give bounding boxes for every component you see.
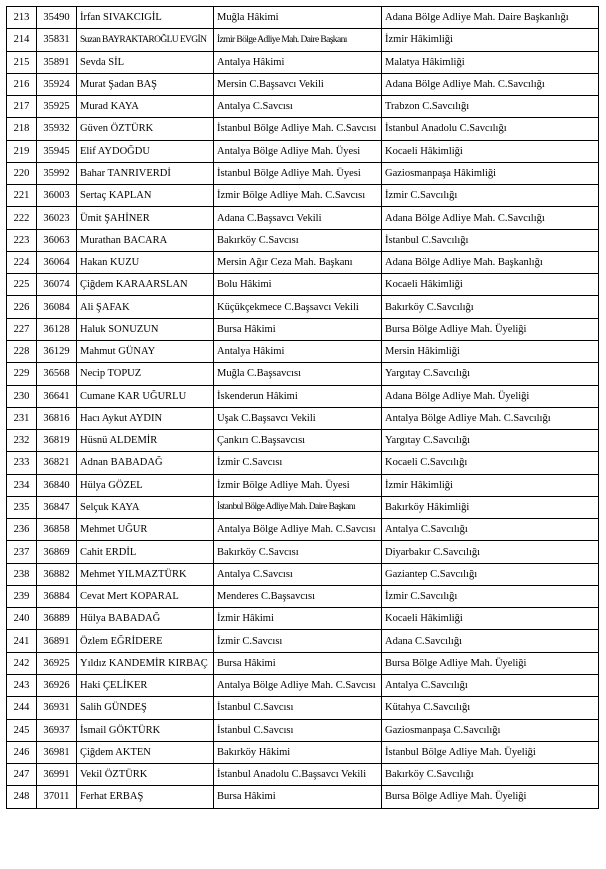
- table-row: [7, 51, 599, 73]
- row-number-cell: 240: [7, 608, 37, 630]
- registry-number-cell: 36074: [37, 274, 77, 296]
- person-name-cell: Yıldız KANDEMİR KIRBAÇ: [77, 652, 214, 674]
- row-number-cell: 235: [7, 496, 37, 518]
- person-name-cell: Elif AYDOĞDU: [77, 140, 214, 162]
- new-position-cell: Yargıtay C.Savcılığı: [382, 430, 599, 452]
- person-name-cell: Ferhat ERBAŞ: [77, 786, 214, 808]
- new-position-cell: İzmir C.Savcılığı: [382, 185, 599, 207]
- appointment-table-body: [7, 7, 599, 809]
- person-name-cell: Cevat Mert KOPARAL: [77, 585, 214, 607]
- current-position-cell: İstanbul C.Savcısı: [214, 719, 382, 741]
- table-row: [7, 207, 599, 229]
- person-name-cell: İsmail GÖKTÜRK: [77, 719, 214, 741]
- table-row: [7, 719, 599, 741]
- new-position-cell: Adana Bölge Adliye Mah. Üyeliği: [382, 385, 599, 407]
- new-position-cell: Trabzon C.Savcılığı: [382, 96, 599, 118]
- current-position-cell: İstanbul C.Savcısı: [214, 697, 382, 719]
- table-row: [7, 585, 599, 607]
- new-position-cell: Gaziosmanpaşa C.Savcılığı: [382, 719, 599, 741]
- table-row: [7, 474, 599, 496]
- row-number-cell: 245: [7, 719, 37, 741]
- registry-number-cell: 36821: [37, 452, 77, 474]
- registry-number-cell: 36819: [37, 430, 77, 452]
- new-position-cell: Bakırköy C.Savcılığı: [382, 764, 599, 786]
- registry-number-cell: 36869: [37, 541, 77, 563]
- row-number-cell: 239: [7, 585, 37, 607]
- current-position-cell: İstanbul Anadolu C.Başsavcı Vekili: [214, 764, 382, 786]
- table-row: [7, 340, 599, 362]
- person-name-cell: Sevda SİL: [77, 51, 214, 73]
- table-row: [7, 274, 599, 296]
- row-number-cell: 220: [7, 162, 37, 184]
- registry-number-cell: 36084: [37, 296, 77, 318]
- table-row: [7, 407, 599, 429]
- registry-number-cell: 36568: [37, 363, 77, 385]
- current-position-cell: Antalya Hâkimi: [214, 340, 382, 362]
- new-position-cell: Bakırköy Hâkimliği: [382, 496, 599, 518]
- table-row: [7, 363, 599, 385]
- table-row: [7, 452, 599, 474]
- current-position-cell: Bolu Hâkimi: [214, 274, 382, 296]
- current-position-cell: İstanbul Bölge Adliye Mah. Üyesi: [214, 162, 382, 184]
- person-name-cell: Çiğdem AKTEN: [77, 741, 214, 763]
- new-position-cell: Malatya Hâkimliği: [382, 51, 599, 73]
- new-position-cell: Adana Bölge Adliye Mah. C.Savcılığı: [382, 207, 599, 229]
- registry-number-cell: 35831: [37, 29, 77, 51]
- person-name-cell: Adnan BABADAĞ: [77, 452, 214, 474]
- registry-number-cell: 36023: [37, 207, 77, 229]
- registry-number-cell: 36840: [37, 474, 77, 496]
- current-position-cell: Antalya Bölge Adliye Mah. Üyesi: [214, 140, 382, 162]
- registry-number-cell: 36858: [37, 519, 77, 541]
- new-position-cell: Antalya C.Savcılığı: [382, 674, 599, 696]
- table-row: [7, 764, 599, 786]
- table-row: [7, 541, 599, 563]
- table-row: [7, 630, 599, 652]
- row-number-cell: 215: [7, 51, 37, 73]
- registry-number-cell: 36641: [37, 385, 77, 407]
- table-row: [7, 674, 599, 696]
- person-name-cell: Suzan BAYRAKTAROĞLU EVGİN: [77, 29, 214, 51]
- row-number-cell: 221: [7, 185, 37, 207]
- registry-number-cell: 36891: [37, 630, 77, 652]
- new-position-cell: İzmir C.Savcılığı: [382, 585, 599, 607]
- row-number-cell: 236: [7, 519, 37, 541]
- new-position-cell: Kütahya C.Savcılığı: [382, 697, 599, 719]
- row-number-cell: 216: [7, 73, 37, 95]
- new-position-cell: Adana Bölge Adliye Mah. C.Savcılığı: [382, 73, 599, 95]
- current-position-cell: Bursa Hâkimi: [214, 786, 382, 808]
- person-name-cell: Hüsnü ALDEMİR: [77, 430, 214, 452]
- current-position-cell: İstanbul Bölge Adliye Mah. Daire Başkanı: [214, 496, 382, 518]
- person-name-cell: İrfan SIVAKCIGİL: [77, 7, 214, 29]
- person-name-cell: Cumane KAR UĞURLU: [77, 385, 214, 407]
- current-position-cell: İzmir Hâkimi: [214, 608, 382, 630]
- row-number-cell: 246: [7, 741, 37, 763]
- registry-number-cell: 37011: [37, 786, 77, 808]
- table-row: [7, 652, 599, 674]
- person-name-cell: Hülya GÖZEL: [77, 474, 214, 496]
- appointment-table: [6, 6, 599, 809]
- row-number-cell: 248: [7, 786, 37, 808]
- current-position-cell: Menderes C.Başsavcısı: [214, 585, 382, 607]
- registry-number-cell: 36937: [37, 719, 77, 741]
- current-position-cell: Adana C.Başsavcı Vekili: [214, 207, 382, 229]
- row-number-cell: 231: [7, 407, 37, 429]
- registry-number-cell: 36981: [37, 741, 77, 763]
- table-row: [7, 318, 599, 340]
- current-position-cell: İskenderun Hâkimi: [214, 385, 382, 407]
- new-position-cell: İzmir Hâkimliği: [382, 474, 599, 496]
- person-name-cell: Mehmet UĞUR: [77, 519, 214, 541]
- current-position-cell: İzmir Bölge Adliye Mah. Üyesi: [214, 474, 382, 496]
- current-position-cell: İstanbul Bölge Adliye Mah. C.Savcısı: [214, 118, 382, 140]
- table-row: [7, 741, 599, 763]
- person-name-cell: Vekil ÖZTÜRK: [77, 764, 214, 786]
- registry-number-cell: 36882: [37, 563, 77, 585]
- row-number-cell: 243: [7, 674, 37, 696]
- person-name-cell: Salih GÜNDEŞ: [77, 697, 214, 719]
- table-row: [7, 697, 599, 719]
- person-name-cell: Haki ÇELİKER: [77, 674, 214, 696]
- current-position-cell: Uşak C.Başsavcı Vekili: [214, 407, 382, 429]
- current-position-cell: Antalya Bölge Adliye Mah. C.Savcısı: [214, 674, 382, 696]
- person-name-cell: Selçuk KAYA: [77, 496, 214, 518]
- new-position-cell: Gaziantep C.Savcılığı: [382, 563, 599, 585]
- person-name-cell: Çiğdem KARAARSLAN: [77, 274, 214, 296]
- current-position-cell: Bursa Hâkimi: [214, 318, 382, 340]
- row-number-cell: 226: [7, 296, 37, 318]
- new-position-cell: Adana C.Savcılığı: [382, 630, 599, 652]
- new-position-cell: Kocaeli Hâkimliği: [382, 608, 599, 630]
- new-position-cell: Yargıtay C.Savcılığı: [382, 363, 599, 385]
- registry-number-cell: 36925: [37, 652, 77, 674]
- current-position-cell: İzmir C.Savcısı: [214, 452, 382, 474]
- current-position-cell: Antalya C.Savcısı: [214, 96, 382, 118]
- row-number-cell: 234: [7, 474, 37, 496]
- row-number-cell: 222: [7, 207, 37, 229]
- person-name-cell: Mahmut GÜNAY: [77, 340, 214, 362]
- row-number-cell: 247: [7, 764, 37, 786]
- person-name-cell: Ümit ŞAHİNER: [77, 207, 214, 229]
- table-row: [7, 385, 599, 407]
- current-position-cell: Bursa Hâkimi: [214, 652, 382, 674]
- current-position-cell: Antalya Hâkimi: [214, 51, 382, 73]
- current-position-cell: İzmir Bölge Adliye Mah. Daire Başkanı: [214, 29, 382, 51]
- current-position-cell: Küçükçekmece C.Başsavcı Vekili: [214, 296, 382, 318]
- row-number-cell: 225: [7, 274, 37, 296]
- new-position-cell: Gaziosmanpaşa Hâkimliği: [382, 162, 599, 184]
- table-row: [7, 162, 599, 184]
- row-number-cell: 237: [7, 541, 37, 563]
- table-row: [7, 608, 599, 630]
- table-row: [7, 118, 599, 140]
- person-name-cell: Hacı Aykut AYDIN: [77, 407, 214, 429]
- row-number-cell: 238: [7, 563, 37, 585]
- new-position-cell: Bursa Bölge Adliye Mah. Üyeliği: [382, 318, 599, 340]
- person-name-cell: Necip TOPUZ: [77, 363, 214, 385]
- current-position-cell: Bakırköy C.Savcısı: [214, 229, 382, 251]
- person-name-cell: Murathan BACARA: [77, 229, 214, 251]
- table-row: [7, 296, 599, 318]
- current-position-cell: Antalya C.Savcısı: [214, 563, 382, 585]
- row-number-cell: 241: [7, 630, 37, 652]
- row-number-cell: 217: [7, 96, 37, 118]
- current-position-cell: Muğla Hâkimi: [214, 7, 382, 29]
- person-name-cell: Özlem EĞRİDERE: [77, 630, 214, 652]
- current-position-cell: İzmir Bölge Adliye Mah. C.Savcısı: [214, 185, 382, 207]
- row-number-cell: 213: [7, 7, 37, 29]
- table-row: [7, 786, 599, 808]
- new-position-cell: Bursa Bölge Adliye Mah. Üyeliği: [382, 786, 599, 808]
- current-position-cell: Bakırköy C.Savcısı: [214, 541, 382, 563]
- person-name-cell: Murad KAYA: [77, 96, 214, 118]
- person-name-cell: Hülya BABADAĞ: [77, 608, 214, 630]
- person-name-cell: Hakan KUZU: [77, 251, 214, 273]
- new-position-cell: Antalya Bölge Adliye Mah. C.Savcılığı: [382, 407, 599, 429]
- person-name-cell: Ali ŞAFAK: [77, 296, 214, 318]
- row-number-cell: 219: [7, 140, 37, 162]
- new-position-cell: İstanbul Anadolu C.Savcılığı: [382, 118, 599, 140]
- row-number-cell: 229: [7, 363, 37, 385]
- person-name-cell: Sertaç KAPLAN: [77, 185, 214, 207]
- table-row: [7, 96, 599, 118]
- registry-number-cell: 36931: [37, 697, 77, 719]
- registry-number-cell: 36991: [37, 764, 77, 786]
- registry-number-cell: 36128: [37, 318, 77, 340]
- registry-number-cell: 36847: [37, 496, 77, 518]
- current-position-cell: Mersin C.Başsavcı Vekili: [214, 73, 382, 95]
- registry-number-cell: 35924: [37, 73, 77, 95]
- person-name-cell: Cahit ERDİL: [77, 541, 214, 563]
- table-row: [7, 185, 599, 207]
- new-position-cell: İstanbul C.Savcılığı: [382, 229, 599, 251]
- row-number-cell: 242: [7, 652, 37, 674]
- person-name-cell: Bahar TANRIVERDİ: [77, 162, 214, 184]
- row-number-cell: 223: [7, 229, 37, 251]
- table-row: [7, 519, 599, 541]
- current-position-cell: Mersin Ağır Ceza Mah. Başkanı: [214, 251, 382, 273]
- registry-number-cell: 36884: [37, 585, 77, 607]
- current-position-cell: Çankırı C.Başsavcısı: [214, 430, 382, 452]
- row-number-cell: 244: [7, 697, 37, 719]
- person-name-cell: Haluk SONUZUN: [77, 318, 214, 340]
- current-position-cell: Muğla C.Başsavcısı: [214, 363, 382, 385]
- new-position-cell: Adana Bölge Adliye Mah. Daire Başkanlığı: [382, 7, 599, 29]
- registry-number-cell: 35945: [37, 140, 77, 162]
- registry-number-cell: 36926: [37, 674, 77, 696]
- new-position-cell: İzmir Hâkimliği: [382, 29, 599, 51]
- table-row: [7, 7, 599, 29]
- row-number-cell: 214: [7, 29, 37, 51]
- person-name-cell: Mehmet YILMAZTÜRK: [77, 563, 214, 585]
- table-row: [7, 430, 599, 452]
- new-position-cell: Kocaeli Hâkimliği: [382, 274, 599, 296]
- person-name-cell: Murat Şadan BAŞ: [77, 73, 214, 95]
- row-number-cell: 227: [7, 318, 37, 340]
- registry-number-cell: 35932: [37, 118, 77, 140]
- registry-number-cell: 35490: [37, 7, 77, 29]
- table-row: [7, 563, 599, 585]
- registry-number-cell: 36889: [37, 608, 77, 630]
- registry-number-cell: 36063: [37, 229, 77, 251]
- row-number-cell: 232: [7, 430, 37, 452]
- new-position-cell: Kocaeli C.Savcılığı: [382, 452, 599, 474]
- table-row: [7, 73, 599, 95]
- table-row: [7, 251, 599, 273]
- current-position-cell: İzmir C.Savcısı: [214, 630, 382, 652]
- new-position-cell: Mersin Hâkimliği: [382, 340, 599, 362]
- table-row: [7, 496, 599, 518]
- row-number-cell: 228: [7, 340, 37, 362]
- new-position-cell: Bakırköy C.Savcılığı: [382, 296, 599, 318]
- registry-number-cell: 36129: [37, 340, 77, 362]
- person-name-cell: Güven ÖZTÜRK: [77, 118, 214, 140]
- row-number-cell: 233: [7, 452, 37, 474]
- row-number-cell: 230: [7, 385, 37, 407]
- new-position-cell: Diyarbakır C.Savcılığı: [382, 541, 599, 563]
- current-position-cell: Bakırköy Hâkimi: [214, 741, 382, 763]
- new-position-cell: Antalya C.Savcılığı: [382, 519, 599, 541]
- new-position-cell: İstanbul Bölge Adliye Mah. Üyeliği: [382, 741, 599, 763]
- registry-number-cell: 35992: [37, 162, 77, 184]
- registry-number-cell: 36003: [37, 185, 77, 207]
- table-row: [7, 29, 599, 51]
- new-position-cell: Bursa Bölge Adliye Mah. Üyeliği: [382, 652, 599, 674]
- registry-number-cell: 35891: [37, 51, 77, 73]
- row-number-cell: 224: [7, 251, 37, 273]
- row-number-cell: 218: [7, 118, 37, 140]
- table-row: [7, 229, 599, 251]
- current-position-cell: Antalya Bölge Adliye Mah. C.Savcısı: [214, 519, 382, 541]
- registry-number-cell: 36064: [37, 251, 77, 273]
- registry-number-cell: 36816: [37, 407, 77, 429]
- registry-number-cell: 35925: [37, 96, 77, 118]
- table-row: [7, 140, 599, 162]
- new-position-cell: Adana Bölge Adliye Mah. Başkanlığı: [382, 251, 599, 273]
- new-position-cell: Kocaeli Hâkimliği: [382, 140, 599, 162]
